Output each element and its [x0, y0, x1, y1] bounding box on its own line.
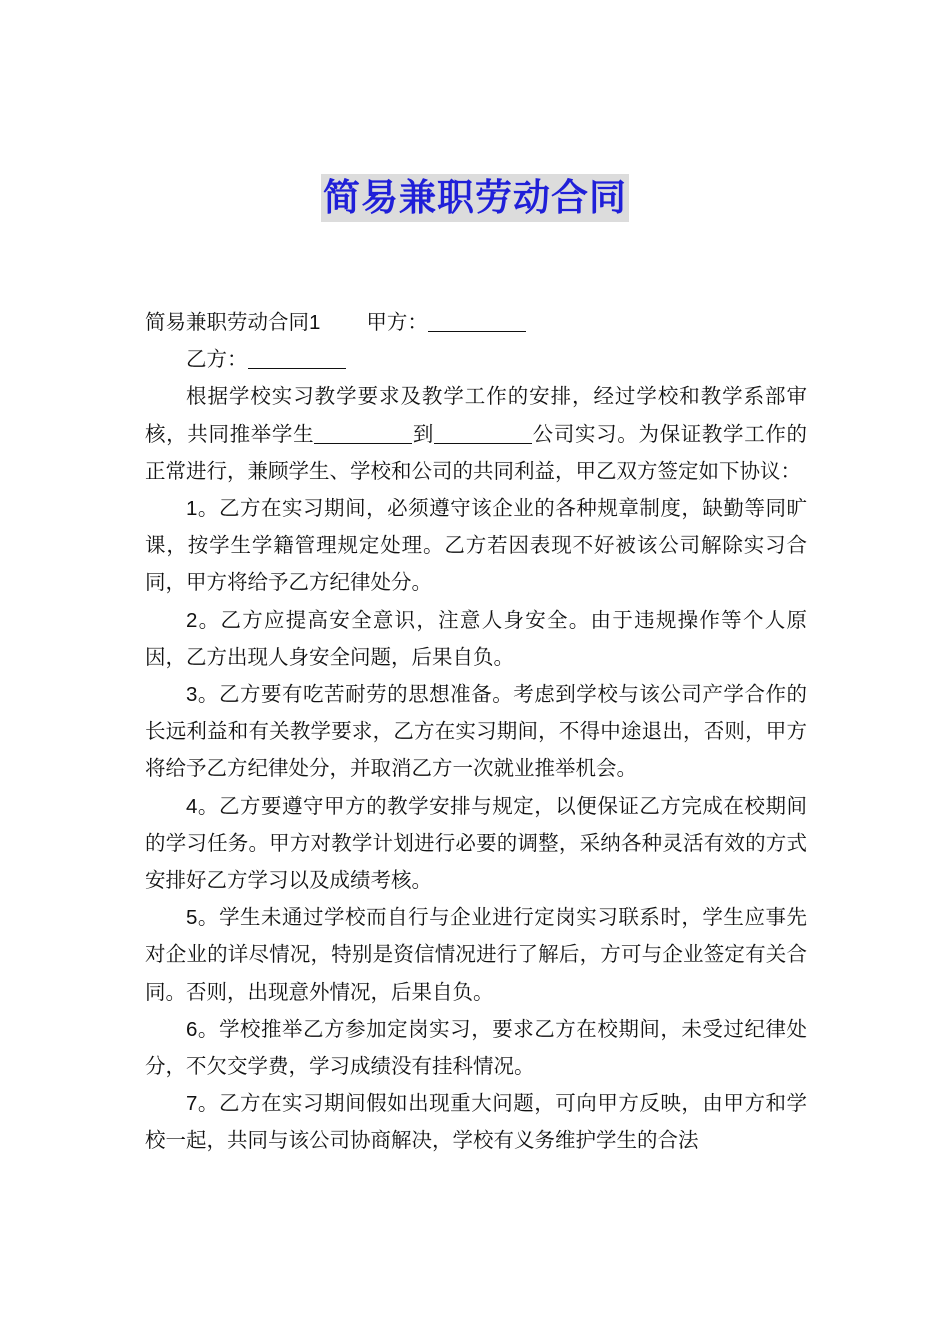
party-a-label: 甲方： — [366, 310, 428, 334]
clause-6 — [145, 1011, 807, 1085]
contract-name: 简易兼职劳动合同 — [145, 310, 309, 334]
clause-text: 。乙方应提高安全意识，注意人身安全。由于违规操作等个人原因，乙方出现人身安全问题，后果自负。 — [145, 607, 807, 669]
clause-number: 7 — [186, 1092, 198, 1116]
header-line — [145, 304, 807, 341]
intro-paragraph — [145, 378, 807, 490]
intro-text-1: 根据学校实习教学要求及教学工作的安排，经过学校和教学系部审核，共同推举学生 — [145, 384, 807, 446]
clause-7 — [145, 1085, 807, 1159]
clause-text: 。乙方在实习期间，必须遵守该企业的各种规章制度，缺勤等同旷课，按学生学籍管理规定处理。乙方若因表现不好被该公司解除实习合同，甲方将给予乙方纪律处分。 — [145, 496, 807, 595]
intro-text-3: 公司实习。为保证教学工作的正常进行，兼顾学生、学校和公司的共同利益，甲乙双方签定如下协议： — [145, 421, 808, 483]
clause-number: 2 — [186, 608, 198, 632]
clause-number: 1 — [186, 497, 198, 521]
contract-number: 1 — [309, 311, 321, 334]
party-a-blank — [428, 309, 526, 332]
clause-5 — [145, 899, 807, 1011]
intro-text-2: 到 — [412, 421, 435, 446]
clause-text: 。学校推举乙方参加定岗实习，要求乙方在校期间，未受过纪律处分，不欠交学费，学习成绩没有挂科情况。 — [145, 1016, 807, 1079]
title-container — [0, 174, 950, 222]
document-body — [145, 304, 807, 1160]
clause-text: 。学生未通过学校而自行与企业进行定岗实习联系时，学生应事先对企业的详尽情况，特别是资信情况进行了解后，方可与企业签定有关合同。否则，出现意外情况，后果自负。 — [145, 905, 807, 1004]
clause-text: 。乙方要有吃苦耐劳的思想准备。考虑到学校与该公司产学合作的长远利益和有关教学要求，乙方在实习期间，不得中途退出，否则，甲方将给予乙方纪律处分，并取消乙方一次就业推举机会。 — [145, 682, 807, 781]
party-b-blank — [248, 346, 346, 369]
clause-text: 。乙方在实习期间假如出现重大问题，可向甲方反映，由甲方和学校一起，共同与该公司协商解决，学校有义务维护学生的合法 — [145, 1091, 807, 1153]
clause-3 — [145, 676, 807, 788]
clause-number: 6 — [186, 1017, 198, 1041]
company-blank — [434, 421, 532, 444]
party-b-line — [145, 341, 807, 378]
clause-1 — [145, 490, 807, 602]
document-title: 简易兼职劳动合同 — [321, 174, 629, 222]
clause-number: 3 — [186, 683, 198, 707]
clause-number: 5 — [186, 906, 198, 930]
clause-text: 。乙方要遵守甲方的教学安排与规定，以便保证乙方完成在校期间的学习任务。甲方对教学计划进行必要的调整，采纳各种灵活有效的方式安排好乙方学习以及成绩考核。 — [145, 793, 807, 893]
party-b-label: 乙方： — [186, 347, 248, 372]
clause-4 — [145, 788, 807, 900]
clause-2 — [145, 602, 807, 676]
student-blank — [314, 421, 412, 444]
clause-number: 4 — [186, 794, 198, 818]
